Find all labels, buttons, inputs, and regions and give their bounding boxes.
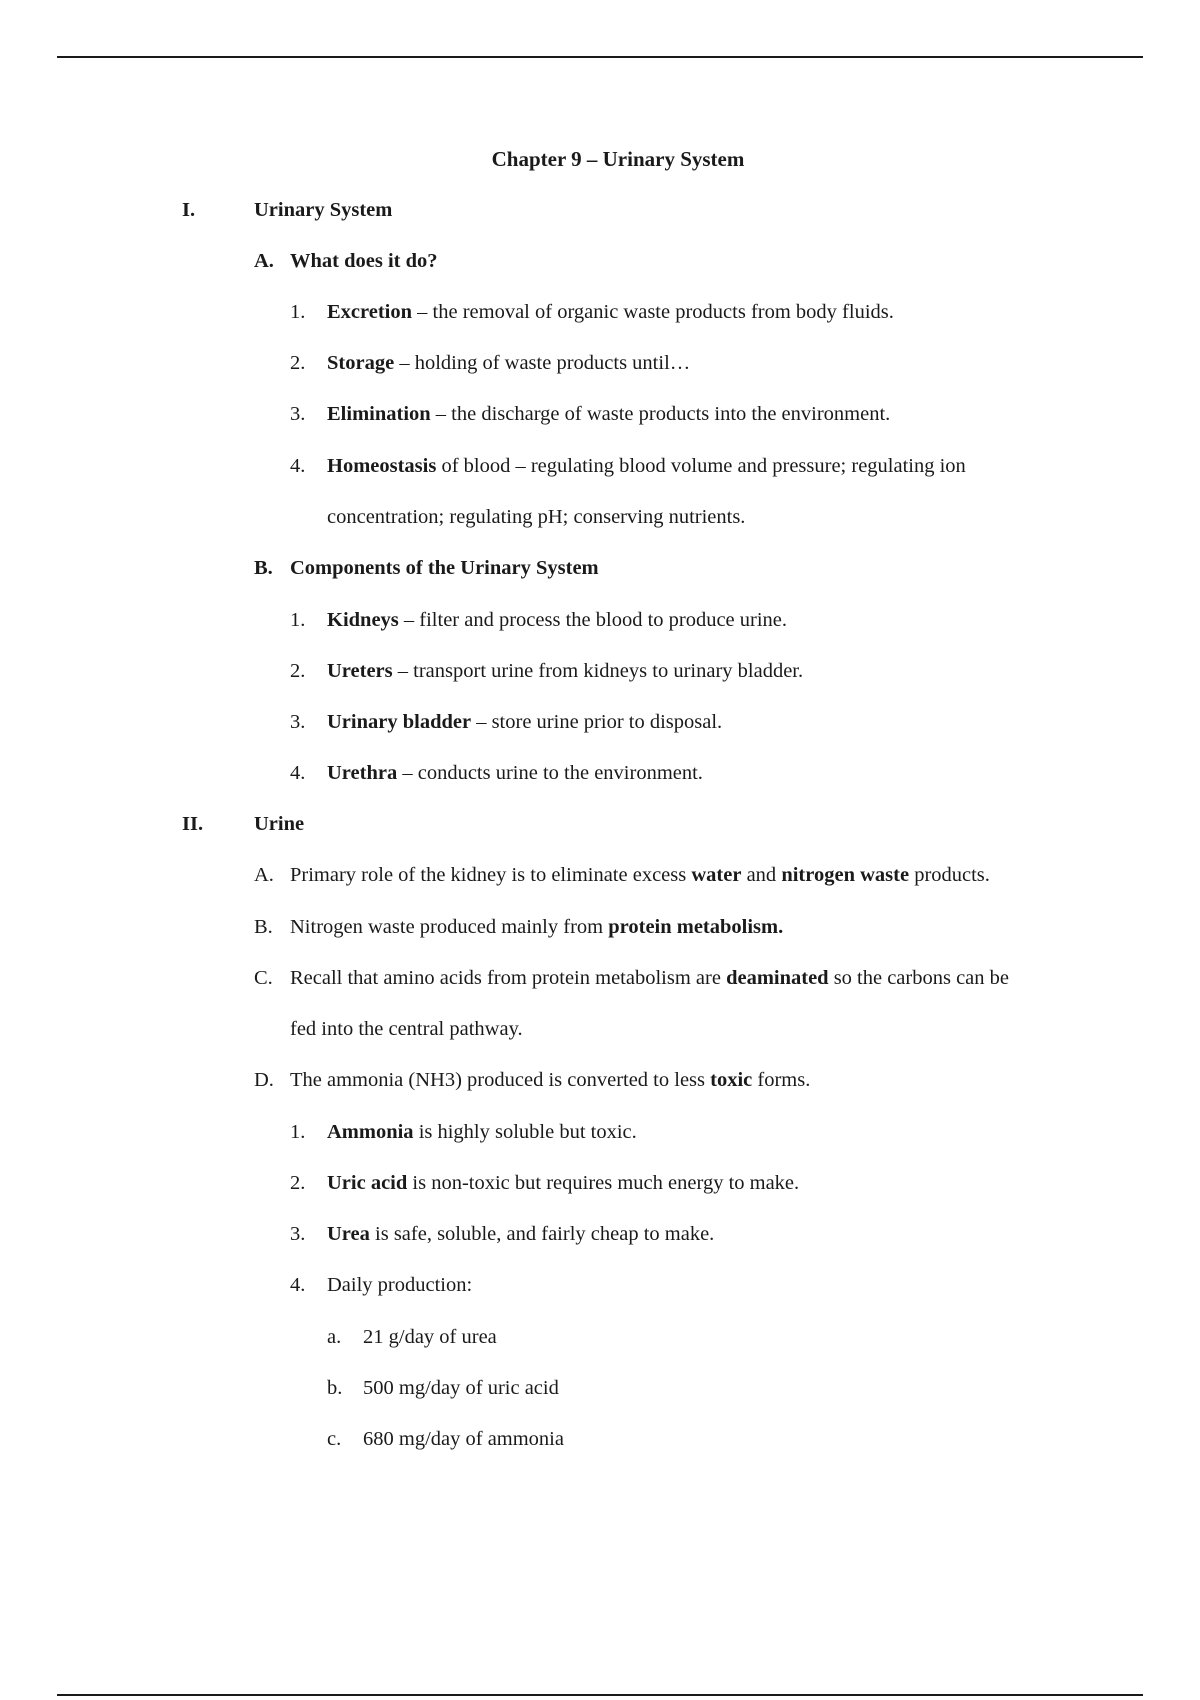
subsection-heading: Components of the Urinary System <box>290 557 599 579</box>
list-item: A. Primary role of the kidney is to eliminate excess water and nitrogen waste products. <box>254 864 990 886</box>
list-item: 3. Urinary bladder – store urine prior to disposal. <box>290 711 723 733</box>
bottom-rule <box>57 1694 1143 1696</box>
list-item: D. The ammonia (NH3) produced is converted to less toxic forms. <box>254 1069 811 1091</box>
list-item: 4. Homeostasis of blood – regulating blood volume and pressure; regulating ion <box>290 455 966 477</box>
top-rule <box>57 56 1143 58</box>
section-numeral: I. <box>182 199 196 221</box>
subsection-heading: What does it do? <box>290 250 438 272</box>
section-heading: Urine <box>254 813 305 835</box>
list-item: B. Nitrogen waste produced mainly from protein metabolism. <box>254 916 784 938</box>
section-numeral: II. <box>182 813 204 835</box>
list-item: 3. Urea is safe, soluble, and fairly cheap to make. <box>290 1223 715 1245</box>
list-item: 3. Elimination – the discharge of waste products into the environment. <box>290 403 891 425</box>
list-item: C. Recall that amino acids from protein metabolism are deaminated so the carbons can be <box>254 967 1010 989</box>
list-item: 4. Urethra – conducts urine to the environment. <box>290 762 703 784</box>
list-item: 2. Storage – holding of waste products until… <box>290 352 691 374</box>
list-item-continuation: concentration; regulating pH; conserving nutrients. <box>327 506 746 528</box>
subsection-marker: B. <box>254 557 273 579</box>
list-subitem: a. 21 g/day of urea <box>327 1326 497 1348</box>
list-item: 4. Daily production: <box>290 1274 473 1296</box>
subsection-marker: A. <box>254 250 274 272</box>
list-item: 1. Excretion – the removal of organic waste products from body fluids. <box>290 301 894 323</box>
list-item: 2. Ureters – transport urine from kidneys to urinary bladder. <box>290 660 804 682</box>
page-title: Chapter 9 – Urinary System <box>491 147 745 171</box>
list-item: 2. Uric acid is non-toxic but requires much energy to make. <box>290 1172 800 1194</box>
list-subitem: c. 680 mg/day of ammonia <box>327 1428 564 1450</box>
list-item: 1. Ammonia is highly soluble but toxic. <box>290 1121 637 1143</box>
list-subitem: b. 500 mg/day of uric acid <box>327 1377 559 1399</box>
list-item: 1. Kidneys – filter and process the blood to produce urine. <box>290 609 788 631</box>
list-item-continuation: fed into the central pathway. <box>290 1018 523 1040</box>
section-heading: Urinary System <box>254 199 393 221</box>
